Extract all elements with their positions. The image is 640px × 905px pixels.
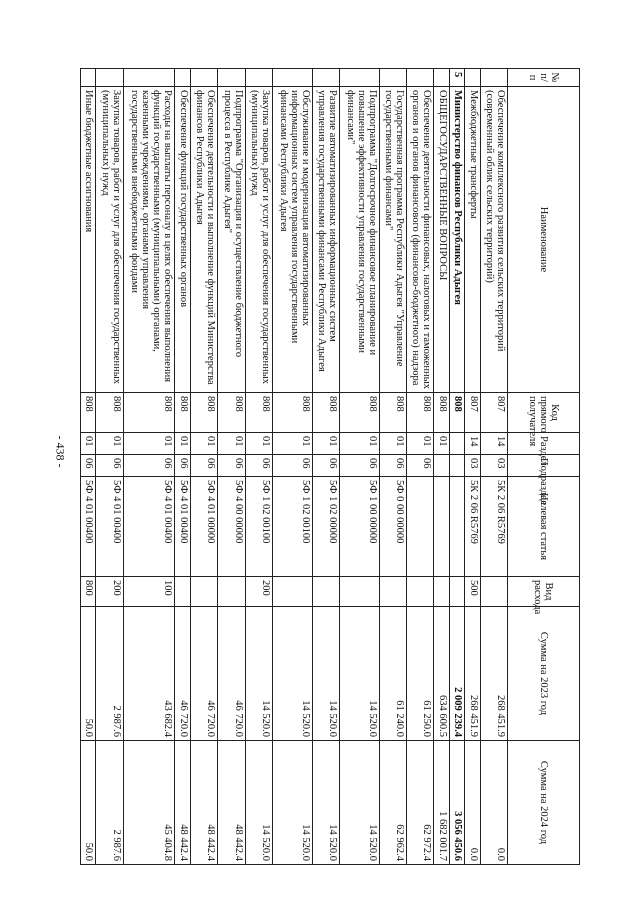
cell-vr [175, 577, 190, 607]
cell-s2024: 0.0 [480, 741, 507, 865]
cell-rz: 01 [434, 433, 449, 455]
cell-rz: 01 [379, 433, 406, 455]
cell-cs [434, 477, 449, 577]
cell-vr [379, 577, 406, 607]
cell-rz [449, 433, 464, 455]
table-row [81, 69, 96, 865]
cell-no [340, 69, 380, 87]
cell-name: Обеспечение деятельности и выполнение функций Министерства финансов Республики Адыгея [190, 87, 217, 393]
cell-rz: 01 [312, 433, 339, 455]
cell-vr [312, 577, 339, 607]
cell-grbs: 808 [123, 393, 175, 433]
table-row [434, 69, 449, 865]
cell-no [218, 69, 245, 87]
cell-name: Иные бюджетные ассигнования [81, 87, 96, 393]
cell-grbs: 807 [465, 393, 480, 433]
cell-s2024: 45 404.8 [123, 741, 175, 865]
cell-no [465, 69, 480, 87]
cell-rz: 01 [340, 433, 380, 455]
cell-cs: 5Ф 4 01 00400 [175, 477, 190, 577]
cell-grbs: 808 [407, 393, 434, 433]
cell-s2023: 268 451.9 [465, 607, 480, 741]
cell-grbs: 808 [434, 393, 449, 433]
cell-name: Обеспечение деятельности финансовых, налоговых и таможенных органов и органов финансового (финансово-бюджетного) надзора [407, 87, 434, 393]
cell-pr: 06 [407, 455, 434, 477]
header-grbs: Код прямого получателя [508, 393, 580, 433]
cell-pr: 06 [312, 455, 339, 477]
table-row [379, 69, 406, 865]
cell-s2024: 50.0 [81, 741, 96, 865]
cell-grbs: 808 [175, 393, 190, 433]
cell-s2023: 14 520.0 [312, 607, 339, 741]
cell-name: Министерство финансов Республики Адыгея [449, 87, 464, 393]
cell-pr: 06 [218, 455, 245, 477]
cell-vr [190, 577, 217, 607]
cell-s2024: 14 520.0 [312, 741, 339, 865]
cell-s2023: 61 250.0 [407, 607, 434, 741]
cell-s2024: 0.0 [465, 741, 480, 865]
cell-pr: 06 [81, 455, 96, 477]
header-rz: Раздел [508, 433, 580, 455]
cell-s2023: 14 520.0 [245, 607, 272, 741]
cell-no [312, 69, 339, 87]
cell-s2024: 62 972.4 [407, 741, 434, 865]
cell-grbs: 808 [218, 393, 245, 433]
cell-no: 5 [449, 69, 464, 87]
cell-name: Подпрограмма "Организация и осуществление бюджетного процесса в Республике Адыгея" [218, 87, 245, 393]
cell-rz: 01 [218, 433, 245, 455]
cell-cs: 5Ф 4 01 00400 [96, 477, 123, 577]
header-name: Наименование [508, 87, 580, 393]
cell-pr: 03 [480, 455, 507, 477]
cell-rz: 14 [465, 433, 480, 455]
cell-s2024: 62 962.4 [379, 741, 406, 865]
cell-grbs: 808 [273, 393, 313, 433]
header-s2024: Сумма на 2024 год [508, 741, 580, 865]
cell-vr [480, 577, 507, 607]
cell-no [245, 69, 272, 87]
cell-vr [407, 577, 434, 607]
cell-pr: 03 [465, 455, 480, 477]
cell-vr [449, 577, 464, 607]
cell-rz: 01 [175, 433, 190, 455]
table-row [465, 69, 480, 865]
cell-cs: 5Ф 4 01 00400 [123, 477, 175, 577]
cell-rz: 01 [81, 433, 96, 455]
cell-grbs: 808 [96, 393, 123, 433]
table-wrapper [80, 68, 580, 864]
cell-name: Расходы на выплаты персоналу в целях обеспечения выполнения функций государственными (муниципальными) органами, казенными учреждениями, органами управления государственными внебюджетными фондами [123, 87, 175, 393]
cell-grbs: 808 [312, 393, 339, 433]
cell-s2024: 1 682 001.7 [434, 741, 449, 865]
table-row [245, 69, 272, 865]
cell-no [190, 69, 217, 87]
cell-cs: 5Ф 4 01 00000 [190, 477, 217, 577]
cell-name: Обслуживание и модернизация автоматизированных информационных систем управления государственными финансами Республики Адыгея [273, 87, 313, 393]
cell-grbs: 808 [245, 393, 272, 433]
cell-s2023: 14 520.0 [340, 607, 380, 741]
cell-s2023: 46 720.0 [218, 607, 245, 741]
cell-s2023: 50.0 [81, 607, 96, 741]
cell-name: Обеспечение комплексного развития сельских территорий (современный облик сельских территорий) [480, 87, 507, 393]
table-row [175, 69, 190, 865]
cell-cs: 5Ф 1 02 00100 [273, 477, 313, 577]
cell-s2024: 14 520.0 [245, 741, 272, 865]
cell-vr: 200 [245, 577, 272, 607]
cell-name: ОБЩЕГОСУДАРСТВЕННЫЕ ВОПРОСЫ [434, 87, 449, 393]
cell-s2023: 268 451.9 [480, 607, 507, 741]
table-row [449, 69, 464, 865]
header-cs: Целевая статья [508, 477, 580, 577]
cell-no [273, 69, 313, 87]
cell-s2023: 634 600.5 [434, 607, 449, 741]
cell-cs: 5Ф 1 02 00100 [245, 477, 272, 577]
cell-name: Закупка товаров, работ и услуг для обеспечения государственных (муниципальных) нужд [245, 87, 272, 393]
cell-s2024: 48 442.4 [218, 741, 245, 865]
cell-grbs: 808 [340, 393, 380, 433]
cell-pr: 06 [96, 455, 123, 477]
cell-s2023: 2 009 239.4 [449, 607, 464, 741]
cell-rz: 01 [190, 433, 217, 455]
cell-no [480, 69, 507, 87]
cell-vr: 200 [96, 577, 123, 607]
cell-pr: 06 [379, 455, 406, 477]
cell-s2023: 43 682.4 [123, 607, 175, 741]
cell-no [407, 69, 434, 87]
header-no: № п/п [508, 69, 580, 87]
cell-s2024: 3 056 450.6 [449, 741, 464, 865]
cell-rz: 14 [480, 433, 507, 455]
cell-cs: 5К 2 06 R5769 [465, 477, 480, 577]
cell-pr [449, 455, 464, 477]
cell-pr: 06 [175, 455, 190, 477]
table-row [407, 69, 434, 865]
cell-grbs: 808 [190, 393, 217, 433]
cell-pr [434, 455, 449, 477]
cell-name: Подпрограмма "Долгосрочное финансовое планирование и повышение эффективности управления государственными финансами" [340, 87, 380, 393]
cell-cs: 5Ф 0 00 00000 [379, 477, 406, 577]
header-row [508, 69, 580, 865]
cell-cs: 5Ф 4 01 00400 [81, 477, 96, 577]
cell-s2024: 48 442.4 [175, 741, 190, 865]
table-row [273, 69, 313, 865]
cell-s2023: 61 240.0 [379, 607, 406, 741]
cell-name: Обеспечение функций государственных органов [175, 87, 190, 393]
cell-cs: 5Ф 1 00 00000 [340, 477, 380, 577]
cell-rz: 01 [96, 433, 123, 455]
cell-vr: 800 [81, 577, 96, 607]
cell-name: Развитие автоматизированных информационных систем управления государственными финансами Республики Адыгея [312, 87, 339, 393]
table-row [96, 69, 123, 865]
cell-s2024: 2 987.6 [96, 741, 123, 865]
cell-no [81, 69, 96, 87]
cell-rz: 01 [245, 433, 272, 455]
cell-s2024: 14 520.0 [273, 741, 313, 865]
cell-vr [273, 577, 313, 607]
cell-no [379, 69, 406, 87]
cell-pr: 06 [340, 455, 380, 477]
cell-no [175, 69, 190, 87]
cell-s2023: 46 720.0 [190, 607, 217, 741]
table-row [340, 69, 380, 865]
cell-no [96, 69, 123, 87]
cell-vr [340, 577, 380, 607]
cell-vr: 500 [465, 577, 480, 607]
table-row [312, 69, 339, 865]
cell-cs [407, 477, 434, 577]
cell-name: Государственная программа Республики Адыгея "Управление государственными финансами" [379, 87, 406, 393]
cell-vr: 100 [123, 577, 175, 607]
cell-rz: 01 [123, 433, 175, 455]
cell-no [123, 69, 175, 87]
cell-grbs: 808 [379, 393, 406, 433]
cell-grbs: 808 [81, 393, 96, 433]
cell-s2023: 2 987.6 [96, 607, 123, 741]
cell-s2023: 46 720.0 [175, 607, 190, 741]
cell-s2024: 14 520.0 [340, 741, 380, 865]
cell-pr: 06 [123, 455, 175, 477]
cell-pr: 06 [190, 455, 217, 477]
cell-rz: 01 [273, 433, 313, 455]
table-row [480, 69, 507, 865]
cell-no [434, 69, 449, 87]
cell-grbs: 807 [480, 393, 507, 433]
header-s2023: Сумма на 2023 год [508, 607, 580, 741]
cell-rz: 01 [407, 433, 434, 455]
cell-pr: 06 [273, 455, 313, 477]
cell-cs: 5К 2 06 R5769 [480, 477, 507, 577]
cell-cs [449, 477, 464, 577]
cell-s2023: 14 520.0 [273, 607, 313, 741]
cell-vr [218, 577, 245, 607]
table-row [218, 69, 245, 865]
cell-name: Закупка товаров, работ и услуг для обеспечения государственных (муниципальных) нужд [96, 87, 123, 393]
table-row [123, 69, 175, 865]
table-row [190, 69, 217, 865]
cell-pr: 06 [245, 455, 272, 477]
budget-table [80, 68, 580, 865]
cell-cs: 5Ф 1 02 00000 [312, 477, 339, 577]
page-number: - 438 - [53, 435, 68, 468]
cell-name: Межбюджетные трансферты [465, 87, 480, 393]
cell-cs: 5Ф 4 00 00000 [218, 477, 245, 577]
cell-s2024: 48 442.4 [190, 741, 217, 865]
header-vr: Вид расхода [508, 577, 580, 607]
cell-vr [434, 577, 449, 607]
header-pr: Подраздел [508, 455, 580, 477]
cell-grbs: 808 [449, 393, 464, 433]
